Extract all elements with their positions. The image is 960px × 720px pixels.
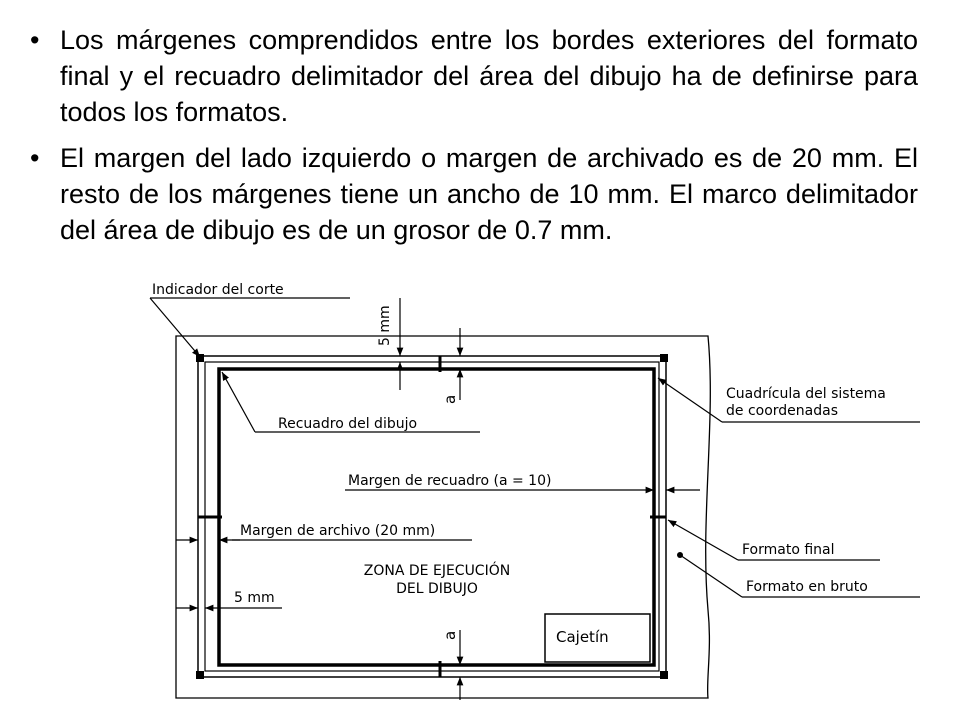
coordinate-grid-frame (205, 362, 659, 671)
label-margen-archivo: Margen de archivo (20 mm) (240, 523, 436, 539)
drawing-frame (219, 369, 654, 665)
label-cuadricula-2: de coordenadas (726, 403, 838, 419)
label-a-bottom: a (441, 630, 459, 640)
raw-sheet-outline (176, 336, 710, 698)
label-cajetin: Cajetín (556, 628, 609, 646)
raw-format-dot (677, 552, 683, 558)
label-a-top: a (441, 394, 459, 404)
label-5mm-top: 5 mm (377, 305, 393, 346)
label-5mm-left: 5 mm (234, 590, 275, 606)
label-zona-1: ZONA DE EJECUCIÓN (363, 563, 511, 579)
label-formato-bruto: Formato en bruto (746, 579, 868, 595)
label-zona-2: DEL DIBUJO (396, 581, 478, 597)
label-formato-final: Formato final (742, 542, 835, 558)
label-cuadricula-1: Cuadrícula del sistema (726, 386, 886, 402)
label-recuadro-dibujo: Recuadro del dibujo (278, 416, 418, 432)
leader-lines (150, 298, 920, 700)
bullet-marker: • (30, 143, 40, 173)
bullet-text: El margen del lado izquierdo o margen de archivado es de 20 mm. El resto de los márgenes tiene un ancho de 10 mm. El marco delimitador del área de dibujo es de un grosor de 0.7 mm. (60, 143, 918, 245)
label-indicador-corte: Indicador del corte (152, 282, 284, 298)
bullet-text: Los márgenes comprendidos entre los bordes exteriores del formato final y el recuadro delimitador del área del dibujo ha de definirse para todos los formatos. (60, 25, 918, 127)
label-margen-recuadro: Margen de recuadro (a = 10) (348, 473, 552, 489)
bullet-marker: • (30, 25, 40, 55)
